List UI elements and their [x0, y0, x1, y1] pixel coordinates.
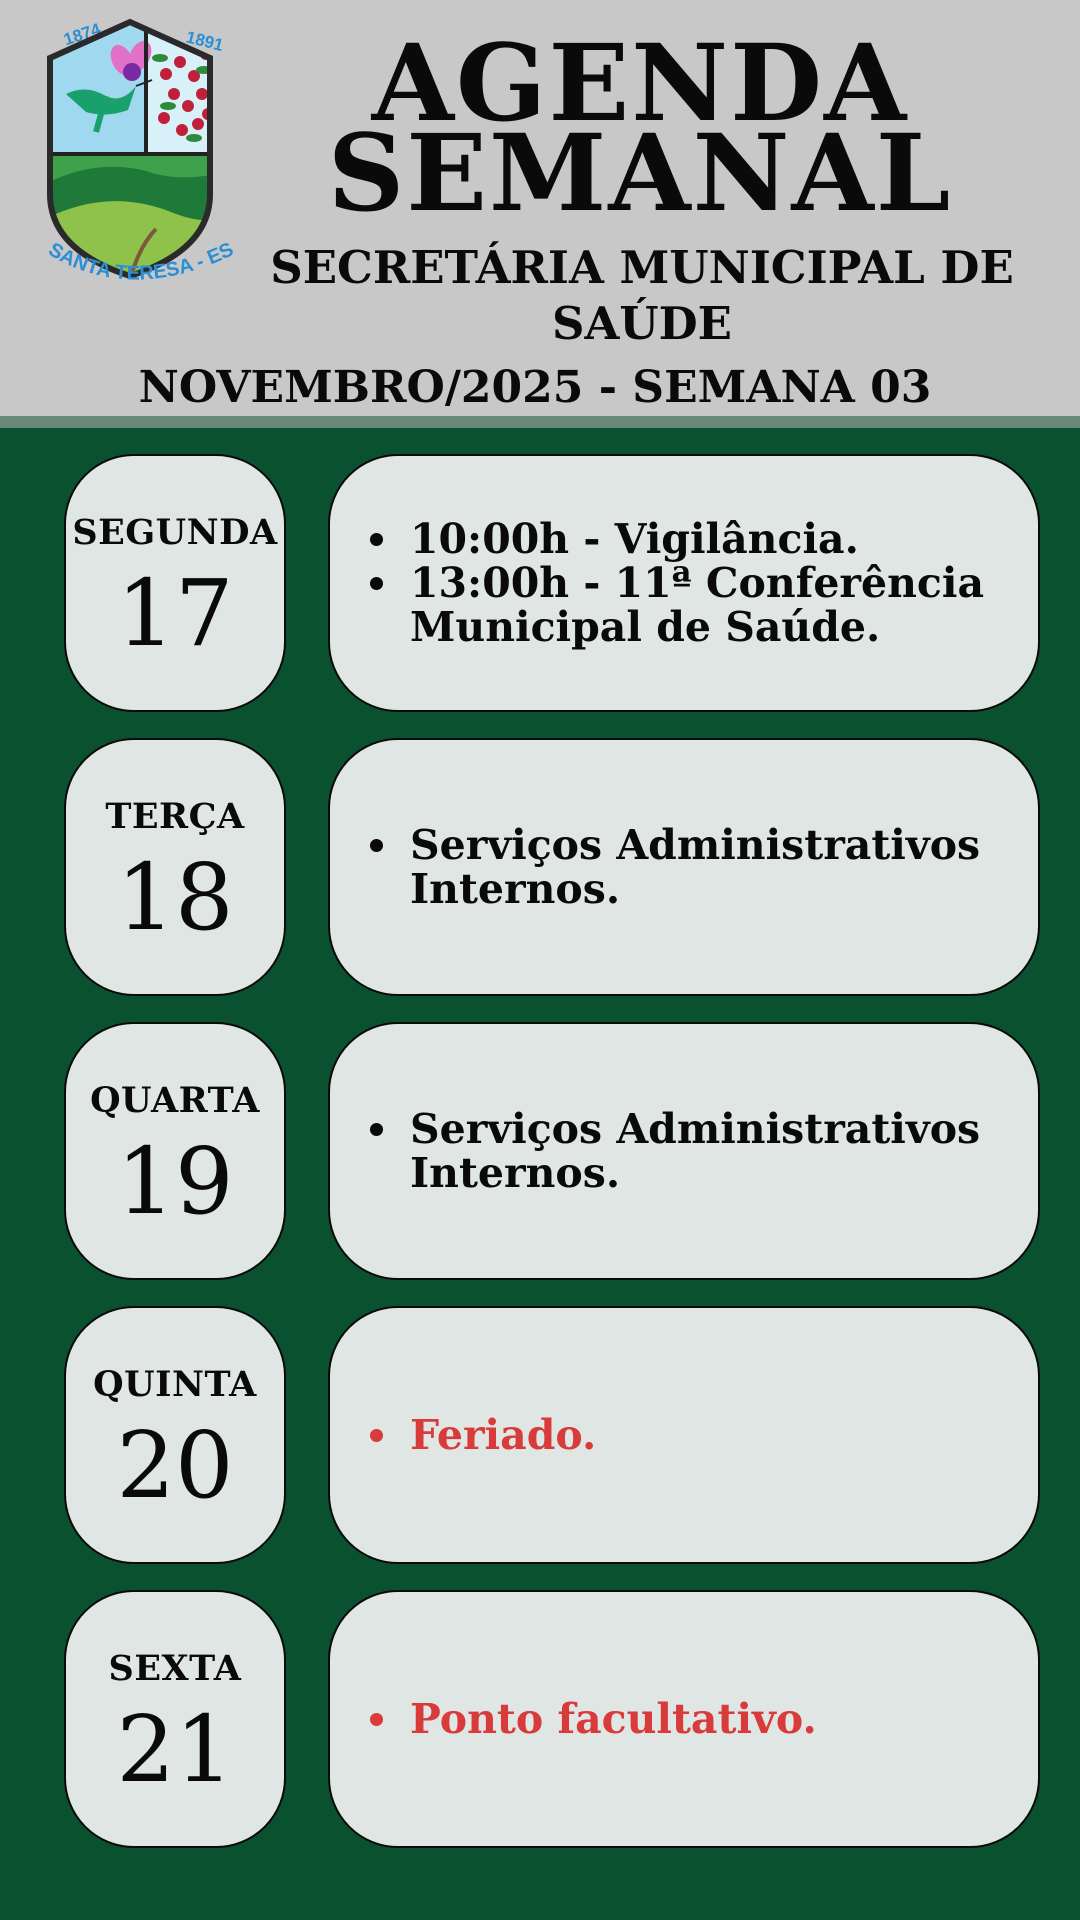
day-number: 21 [116, 1696, 234, 1803]
day-card [64, 454, 286, 712]
day-row-quarta [0, 1022, 1080, 1282]
day-number: 17 [116, 560, 234, 667]
crest-year-right: 1891 [184, 27, 226, 55]
event-list [410, 1308, 1008, 1562]
event-text: Feriado. [410, 1411, 597, 1459]
bullet-icon [370, 1429, 383, 1442]
event-list [410, 740, 1008, 994]
event-text: 10:00h - Vigilância. [410, 515, 859, 563]
bullet-icon [370, 577, 383, 590]
event-text-continued: Internos. [410, 865, 621, 913]
day-card [64, 1590, 286, 1848]
day-number: 19 [116, 1128, 234, 1235]
crest-year-left: 1874 [61, 19, 104, 50]
day-row-sexta [0, 1590, 1080, 1850]
event-text: 13:00h - 11ª Conferência [410, 559, 985, 607]
bullet-icon [370, 533, 383, 546]
header [0, 0, 1080, 416]
page-title-line1: AGENDA [371, 20, 909, 145]
department-name-line2: SAÚDE [552, 297, 732, 350]
day-number: 20 [116, 1412, 234, 1519]
day-name: SEXTA [108, 1648, 242, 1689]
event-text: Serviços Administrativos [410, 1105, 981, 1153]
bullet-icon [370, 1713, 383, 1726]
crest-ribbon-text: SANTA TERESA - ES [44, 238, 237, 285]
day-name: QUINTA [93, 1364, 257, 1405]
day-number: 18 [116, 844, 234, 951]
day-card [64, 1306, 286, 1564]
day-card [64, 1022, 286, 1280]
event-item [410, 561, 1008, 649]
holiday-event-item [410, 1413, 1008, 1457]
event-text-continued: Municipal de Saúde. [410, 603, 881, 651]
event-card [328, 1306, 1040, 1564]
page-title-line2: SEMANAL [327, 110, 953, 235]
event-card [328, 1022, 1040, 1280]
event-text: Ponto facultativo. [410, 1695, 817, 1743]
event-card [328, 738, 1040, 996]
event-item [410, 517, 1008, 561]
day-card [64, 738, 286, 996]
event-item [410, 823, 1008, 911]
event-text: Serviços Administrativos [410, 821, 981, 869]
header-divider [0, 416, 1080, 428]
department-name [262, 240, 1022, 352]
department-name-line1: SECRETÁRIA MUNICIPAL DE [270, 241, 1014, 294]
bullet-icon [370, 839, 383, 852]
day-name: TERÇA [105, 796, 245, 837]
santa-teresa-crest-logo [36, 14, 252, 304]
day-row-terca [0, 738, 1080, 998]
optional-day-event-item [410, 1697, 1008, 1741]
event-list [410, 1024, 1008, 1278]
day-name: QUARTA [90, 1080, 260, 1121]
event-list [410, 456, 1008, 710]
event-list [410, 1592, 1008, 1846]
event-text-continued: Internos. [410, 1149, 621, 1197]
event-item [410, 1107, 1008, 1195]
day-name: SEGUNDA [72, 512, 278, 553]
day-row-quinta [0, 1306, 1080, 1566]
bullet-icon [370, 1123, 383, 1136]
week-label: NOVEMBRO/2025 - SEMANA 03 [138, 362, 932, 413]
event-card [328, 1590, 1040, 1848]
day-row-segunda [0, 454, 1080, 714]
event-card [328, 454, 1040, 712]
